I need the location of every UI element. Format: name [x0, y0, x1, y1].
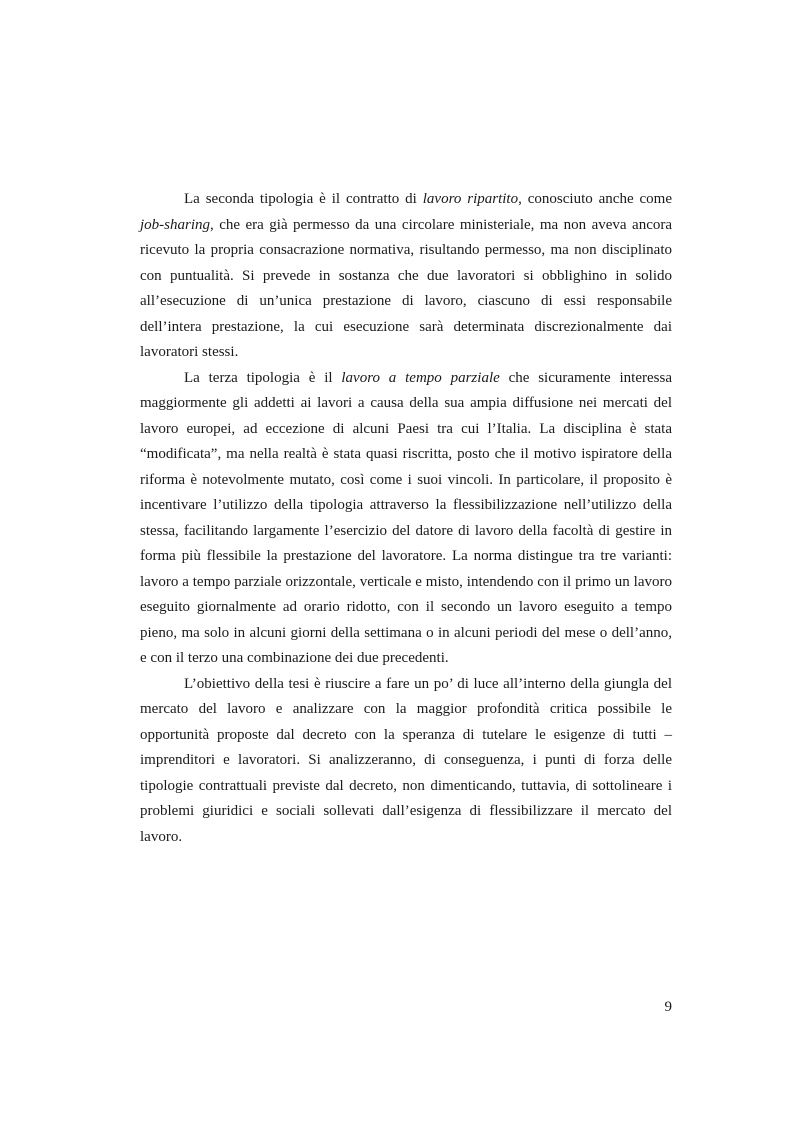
run: , conosciuto anche come — [518, 191, 673, 207]
italic-term-job-sharing: job-sharing — [140, 216, 211, 233]
run: La seconda tipologia è il contratto di — [184, 191, 423, 207]
paragraph-3 — [140, 672, 672, 851]
page-number: 9 — [664, 999, 672, 1015]
paragraph-2 — [140, 366, 672, 672]
body-text — [140, 187, 672, 850]
italic-term-lavoro-ripartito: lavoro ripartito — [422, 191, 519, 207]
paragraph-1 — [140, 187, 672, 366]
run: che sicuramente interessa maggiormente gli addetti ai lavori a causa della sua ampia diffusione nei mercati del lavoro europei, ad eccezione di alcuni Paesi tra cui l’Italia. La disciplina è stata “modificata”, ma nella realtà è stata quasi riscritta, posto che il motivo ispiratore della riforma è notevolmente mutato, così come i suoi vincoli. In particolare, il proposito è incentivare l’utilizzo della tipologia attraverso la flessibilizzazione nell’utilizzo della stessa, facilitando largamente l’esercizio del datore di lavoro della facoltà di gestire in forma più flessibile la prestazione del lavoratore. La norma distingue tra tre varianti: lavoro a tempo parziale orizzontale, verticale e misto, intendendo con il primo un lavoro eseguito giornalmente ad orario ridotto, con il secondo un lavoro eseguito a tempo pieno, ma solo in alcuni giorni della settimana o in alcuni periodi del mese o dell’anno, e con il terzo una combinazione dei due precedenti. — [140, 369, 672, 666]
run: , che era già permesso da una circolare ministeriale, ma non aveva ancora ricevuto la propria consacrazione normativa, risultando permesso, ma non disciplinato con puntualità. Si prevede in sostanza che due lavoratori si obblighino in solido all’esecuzione di un’unica prestazione di lavoro, ciascuno di essi responsabile dell’intera prestazione, la cui esecuzione sarà determinata discrezionalmente dai lavoratori stessi. — [140, 216, 672, 360]
run: L’obiettivo della tesi è riuscire a fare un po’ di luce all’interno della giungla del mercato del lavoro e analizzare con la maggior profondità critica possibile le opportunità proposte dal decreto con la speranza di tutelare le esigenze di tutti – imprenditori e lavoratori. Si analizzeranno, di conseguenza, i punti di forza delle tipologie contrattuali previste dal decreto, non dimenticando, tuttavia, di sottolineare i problemi giuridici e sociali sollevati dall’esigenza di flessibilizzare il mercato del lavoro. — [140, 675, 672, 845]
italic-term-lavoro-a-tempo-parziale: lavoro a tempo parziale — [341, 369, 500, 386]
run: La terza tipologia è il — [184, 369, 342, 386]
